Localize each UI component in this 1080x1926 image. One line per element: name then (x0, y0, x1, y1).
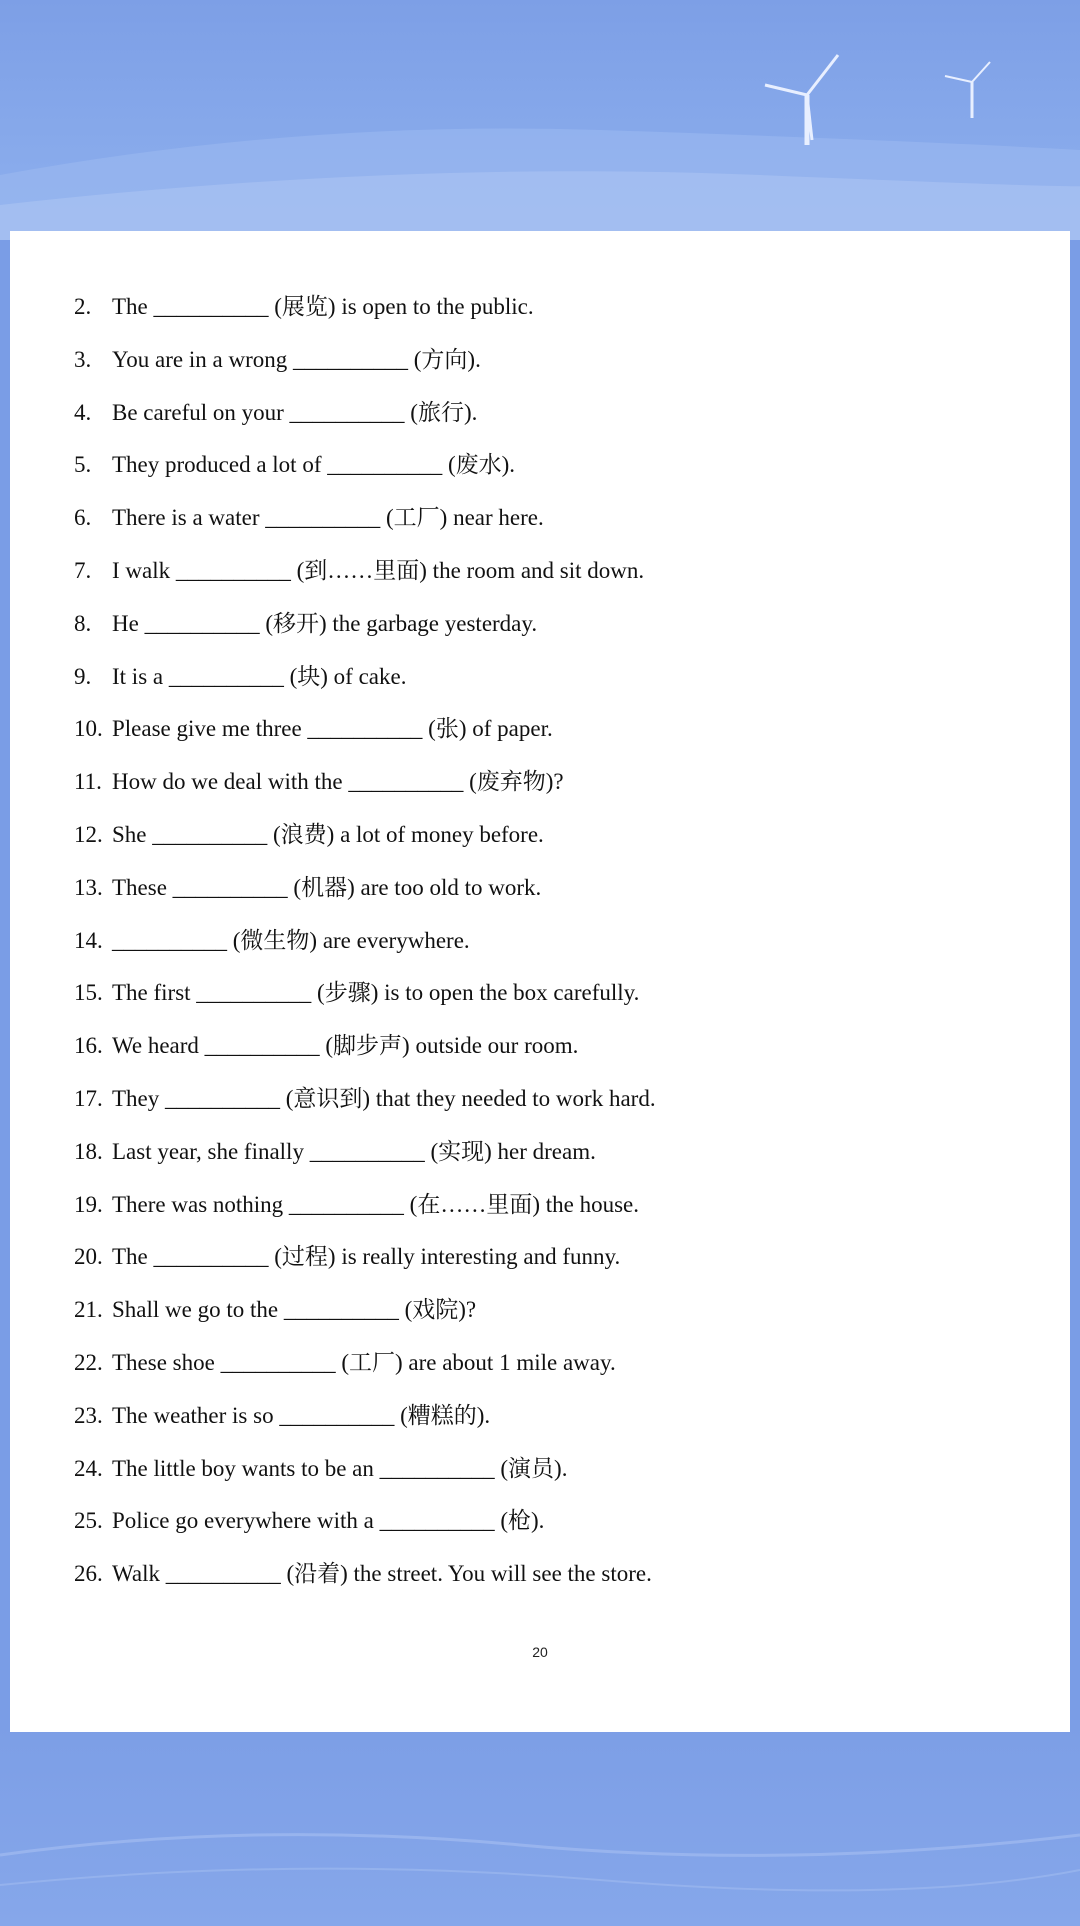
exercise-text: Walk __________ (沿着) the street. You will see the store. (112, 1561, 652, 1587)
exercise-item (74, 1345, 656, 1398)
exercise-number: 5. (74, 452, 92, 478)
exercise-text: They produced a lot of __________ (废水). (112, 452, 516, 478)
exercise-item (74, 1292, 656, 1345)
exercise-item (74, 923, 656, 976)
exercise-item (74, 395, 656, 448)
exercise-text: Police go everywhere with a __________ (枪). (112, 1508, 545, 1534)
exercise-item (74, 659, 656, 712)
exercise-item (74, 1134, 656, 1187)
exercise-text: It is a __________ (块) of cake. (112, 663, 407, 689)
exercise-number: 12. (74, 821, 103, 847)
exercise-text: You are in a wrong __________ (方向). (112, 346, 481, 372)
exercise-number: 18. (74, 1138, 103, 1164)
exercise-text: These shoe __________ (工厂) are about 1 mile away. (112, 1349, 616, 1375)
exercise-text: How do we deal with the __________ (废弃物)? (112, 769, 564, 795)
exercise-item (74, 447, 656, 500)
exercise-text: The weather is so __________ (糟糕的). (112, 1402, 491, 1428)
exercise-text: I walk __________ (到……里面) the room and sit down. (112, 557, 645, 583)
exercise-number: 10. (74, 716, 103, 742)
exercise-item (74, 500, 656, 553)
exercise-number: 16. (74, 1033, 103, 1059)
exercise-number: 17. (74, 1085, 103, 1111)
exercise-item (74, 342, 656, 395)
exercise-text: They __________ (意识到) that they needed to work hard. (112, 1085, 656, 1111)
exercise-item (74, 711, 656, 764)
exercise-text: Be careful on your __________ (旅行). (112, 399, 478, 425)
exercise-item (74, 870, 656, 923)
exercise-text: He __________ (移开) the garbage yesterday. (112, 610, 538, 636)
exercise-item (74, 764, 656, 817)
exercise-item (74, 1451, 656, 1504)
exercise-number: 3. (74, 346, 92, 372)
exercise-text: We heard __________ (脚步声) outside our room. (112, 1033, 579, 1059)
exercise-number: 14. (74, 927, 103, 953)
exercise-text: Shall we go to the __________ (戏院)? (112, 1297, 477, 1323)
exercise-number: 26. (74, 1561, 103, 1587)
exercise-number: 25. (74, 1508, 103, 1534)
exercise-number: 23. (74, 1402, 103, 1428)
exercise-text: She __________ (浪费) a lot of money before. (112, 821, 544, 847)
exercise-number: 8. (74, 610, 92, 636)
exercise-text: Please give me three __________ (张) of paper. (112, 716, 553, 742)
exercise-number: 13. (74, 874, 103, 900)
exercise-item (74, 1239, 656, 1292)
exercise-number: 19. (74, 1191, 103, 1217)
exercise-text: The __________ (过程) is really interesting and funny. (112, 1244, 621, 1270)
exercise-item (74, 1398, 656, 1451)
exercise-item (74, 1187, 656, 1240)
exercise-text: The little boy wants to be an __________ (演员). (112, 1455, 568, 1481)
exercise-text: The __________ (展览) is open to the public. (112, 294, 534, 319)
exercise-text: Last year, she finally __________ (实现) her dream. (112, 1138, 596, 1164)
exercise-item (74, 1556, 656, 1609)
exercise-number: 9. (74, 663, 92, 689)
exercise-number: 20. (74, 1244, 103, 1270)
exercise-text: __________ (微生物) are everywhere. (112, 927, 470, 953)
exercise-number: 11. (74, 769, 102, 795)
exercise-item (74, 1503, 656, 1556)
exercise-item (74, 975, 656, 1028)
exercise-number: 4. (74, 399, 92, 425)
worksheet-page (10, 231, 1070, 1732)
exercise-number: 2. (74, 294, 92, 319)
page-number: 20 (532, 1644, 548, 1660)
exercise-number: 6. (74, 505, 92, 531)
exercise-number: 15. (74, 980, 103, 1006)
exercise-item (74, 1081, 656, 1134)
exercise-text: There was nothing __________ (在……里面) the house. (112, 1191, 640, 1217)
exercise-number: 22. (74, 1349, 103, 1375)
exercise-number: 24. (74, 1455, 103, 1481)
exercise-list (74, 289, 656, 1609)
exercise-item (74, 606, 656, 659)
exercise-text: These __________ (机器) are too old to work. (112, 874, 542, 900)
exercise-item (74, 553, 656, 606)
exercise-number: 7. (74, 557, 92, 583)
exercise-item (74, 289, 656, 342)
exercise-number: 21. (74, 1297, 103, 1323)
exercise-text: There is a water __________ (工厂) near here. (112, 505, 544, 531)
exercise-item (74, 1028, 656, 1081)
exercise-item (74, 817, 656, 870)
exercise-text: The first __________ (步骤) is to open the box carefully. (112, 980, 640, 1006)
